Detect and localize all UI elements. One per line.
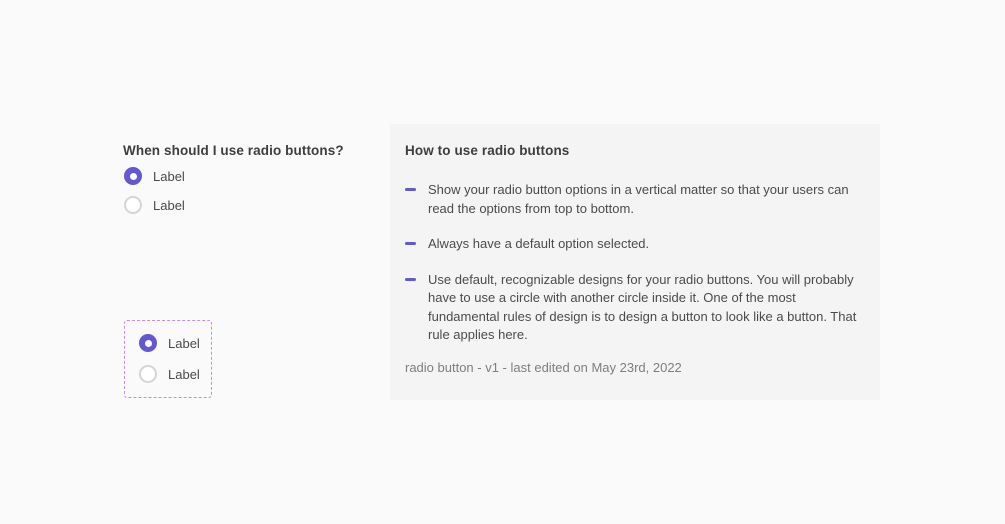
radio-selected-icon[interactable] bbox=[124, 167, 142, 185]
radio-option-label: Label bbox=[153, 168, 185, 184]
frame-radio-option-2[interactable] bbox=[139, 365, 211, 383]
bullet-text: Always have a default option selected. bbox=[428, 236, 650, 251]
radio-option-2[interactable] bbox=[124, 196, 185, 214]
radio-selected-icon[interactable] bbox=[139, 334, 157, 352]
radio-option-label: Label bbox=[168, 366, 200, 382]
dash-bullet-icon bbox=[405, 188, 416, 191]
radio-group bbox=[124, 167, 185, 214]
dash-bullet-icon bbox=[405, 278, 416, 281]
bullet-item-1 bbox=[405, 181, 864, 218]
panel-heading: How to use radio buttons bbox=[405, 143, 570, 158]
question-heading: When should I use radio buttons? bbox=[123, 143, 344, 158]
version-footer: radio button - v1 - last edited on May 23rd, 2022 bbox=[405, 360, 682, 375]
radio-dot bbox=[145, 340, 152, 347]
bullet-item-3 bbox=[405, 271, 864, 345]
radio-option-1[interactable] bbox=[124, 167, 185, 185]
bullet-text: Show your radio button options in a vertical matter so that your users can read the options from top to bottom. bbox=[428, 182, 849, 216]
bullet-text: Use default, recognizable designs for your radio buttons. You will probably have to use a circle with another circle inside it. One of the most fundamental rules of design is to design a button to look like a button. That rule applies here. bbox=[428, 271, 857, 342]
radio-dot bbox=[130, 173, 137, 180]
docs-panel bbox=[390, 124, 880, 400]
bullet-item-2 bbox=[405, 235, 864, 254]
component-frame[interactable] bbox=[124, 320, 212, 398]
radio-option-label: Label bbox=[168, 335, 200, 351]
frame-radio-option-1[interactable] bbox=[139, 334, 211, 352]
radio-option-label: Label bbox=[153, 197, 185, 213]
bullet-list bbox=[405, 181, 864, 345]
dash-bullet-icon bbox=[405, 242, 416, 245]
radio-unselected-icon[interactable] bbox=[124, 196, 142, 214]
radio-unselected-icon[interactable] bbox=[139, 365, 157, 383]
